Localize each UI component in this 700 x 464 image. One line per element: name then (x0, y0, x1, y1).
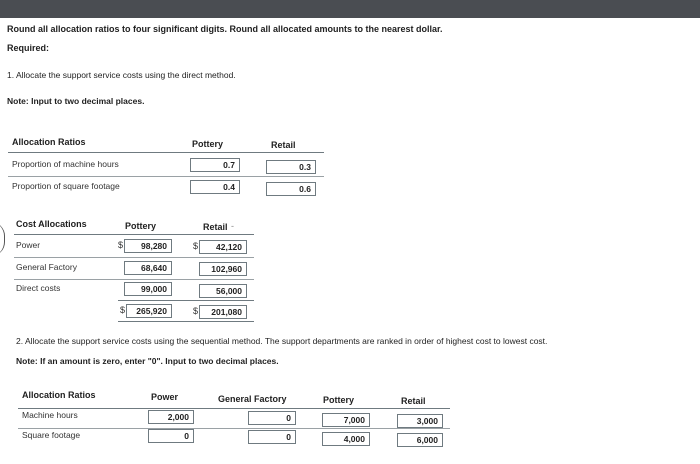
costs-col-pottery: Pottery (125, 221, 157, 231)
ratios2-machine-pottery-input[interactable]: 7,000 (322, 413, 370, 427)
ratios2-col-pottery: Pottery (323, 395, 355, 405)
dollar-sign: $ (120, 305, 126, 315)
ratios2-col-general-factory: General Factory (218, 394, 287, 404)
ratios1-row-label: Proportion of machine hours (12, 159, 119, 169)
ratios2-row-label: Square footage (22, 430, 81, 440)
ratios2-header-rule (18, 408, 450, 409)
ratios2-machine-power-input[interactable]: 2,000 (148, 410, 194, 424)
costs-general-pottery-input[interactable]: 68,640 (124, 261, 172, 275)
question-2: 2. Allocate the support service costs using the sequential method. The support departments are ranked in order of highest cost to lowest cost. (16, 336, 548, 346)
costs-total-pottery-input[interactable]: 265,920 (126, 304, 172, 318)
ratios2-machine-general-input[interactable]: 0 (248, 411, 296, 425)
retail-marker: - (231, 221, 234, 231)
dollar-sign: $ (193, 241, 199, 251)
costs-row-divider (14, 279, 254, 280)
ratios2-col-retail: Retail (401, 396, 426, 406)
ratios2-row-label: Machine hours (22, 410, 78, 420)
ratios1-square-retail-input[interactable]: 0.6 (266, 182, 316, 196)
question-1: 1. Allocate the support service costs using the direct method. (7, 70, 236, 80)
costs-power-retail-input[interactable]: 42,120 (199, 240, 247, 254)
top-bar (0, 0, 700, 18)
note-2: Note: If an amount is zero, enter "0". Input to two decimal places. (16, 356, 279, 366)
ratios1-square-pottery-input[interactable]: 0.4 (190, 180, 240, 194)
ratios2-col-power: Power (151, 392, 179, 402)
costs-row-label: General Factory (16, 262, 77, 272)
costs-direct-pottery: 99,000 (124, 282, 172, 296)
dollar-sign: $ (118, 240, 124, 250)
ratios1-row-label: Proportion of square footage (12, 181, 120, 191)
costs-total-rule (118, 300, 254, 301)
ratios1-title: Allocation Ratios (12, 137, 86, 147)
costs-row-label: Power (16, 240, 41, 250)
costs-total-retail-input[interactable]: 201,080 (199, 305, 247, 319)
ratios2-square-retail-input[interactable]: 6,000 (397, 433, 443, 447)
ratios2-square-general-input[interactable]: 0 (248, 430, 296, 444)
rounding-instructions: Round all allocation ratios to four significant digits. Round all allocated amounts to the nearest dollar. (7, 24, 443, 34)
costs-row-label: Direct costs (16, 283, 61, 293)
dollar-sign: $ (193, 306, 199, 316)
ratios1-col-pottery: Pottery (192, 139, 224, 149)
costs-title: Cost Allocations (16, 219, 87, 229)
ratios1-machine-pottery-input[interactable]: 0.7 (190, 158, 240, 172)
ratios1-header-rule (8, 152, 324, 153)
costs-direct-retail: 56,000 (199, 284, 247, 298)
costs-power-pottery-input[interactable]: 98,280 (124, 239, 172, 253)
ratios1-col-retail: Retail (271, 140, 296, 150)
costs-header-rule (14, 234, 254, 235)
ratios2-square-pottery-input[interactable]: 4,000 (322, 432, 370, 446)
ratios2-machine-retail-input[interactable]: 3,000 (397, 414, 443, 428)
ratios1-row-divider (8, 176, 324, 177)
required-heading: Required: (7, 43, 50, 53)
ratios2-title: Allocation Ratios (22, 390, 96, 400)
costs-general-retail-input[interactable]: 102,960 (199, 262, 247, 276)
note-1: Note: Input to two decimal places. (7, 96, 145, 106)
costs-row-divider (14, 257, 254, 258)
ratios2-row-divider (18, 428, 450, 429)
costs-total-underline (118, 321, 254, 322)
left-bracket-decoration (0, 222, 5, 256)
costs-col-retail: Retail (203, 222, 228, 232)
ratios2-square-power-input[interactable]: 0 (148, 429, 194, 443)
ratios1-machine-retail-input[interactable]: 0.3 (266, 160, 316, 174)
